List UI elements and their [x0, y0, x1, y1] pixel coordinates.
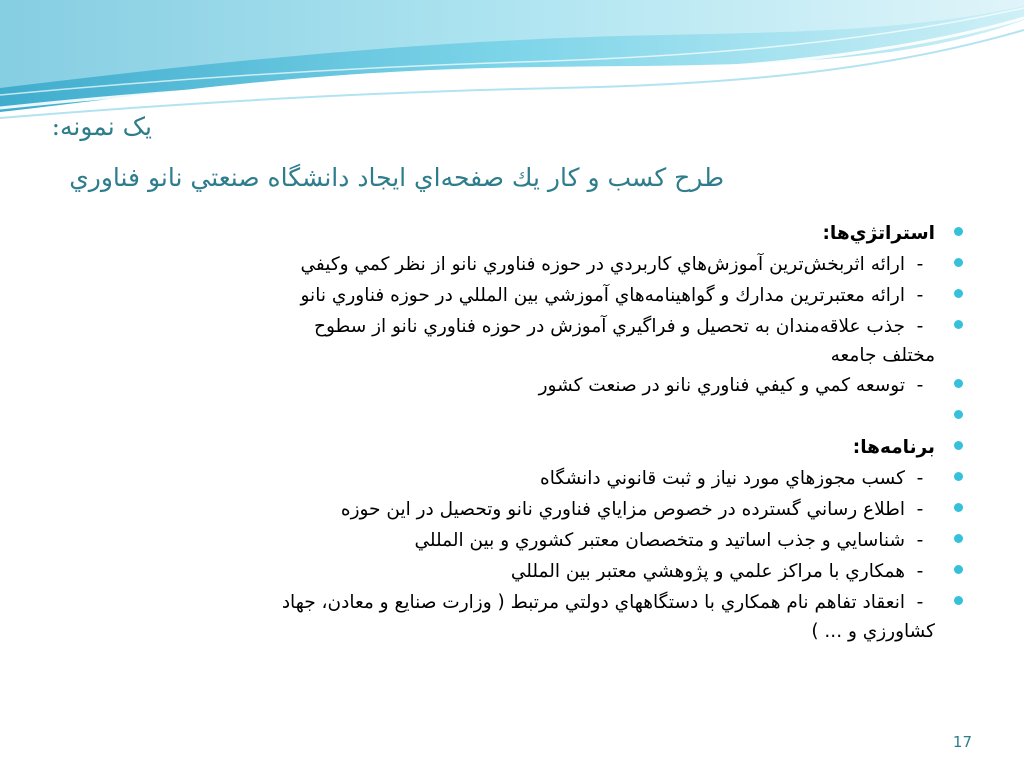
- bullet-icon: [954, 379, 963, 388]
- bullet-icon: [954, 258, 963, 267]
- list-item: [80, 280, 935, 311]
- list-item: [80, 494, 935, 525]
- bullet-icon: [954, 565, 963, 574]
- dash-marker: -: [916, 468, 924, 489]
- list-item: [80, 463, 935, 494]
- list-item-text-continued: مختلف جامعه: [830, 345, 935, 366]
- section-heading-text: استراتژي‌ها:: [822, 223, 935, 244]
- section-heading-programs: [80, 432, 935, 463]
- list-item-text: شناسايي و جذب اساتيد و متخصصان معتبر كشوري و بين المللي: [414, 530, 905, 551]
- bullet-icon: [954, 410, 963, 419]
- dash-marker: -: [916, 375, 924, 396]
- section-heading-strategies: [80, 218, 935, 249]
- header-wave-decoration: [0, 0, 1024, 130]
- dash-marker: -: [916, 316, 924, 337]
- list-item-text: انعقاد تفاهم نام همكاري با دستگاههاي دولتي مرتبط ( وزارت صنايع و معادن، جهاد: [281, 592, 905, 613]
- list-item-text: همكاري با مراكز علمي و پژوهشي معتبر بين المللي: [510, 561, 905, 582]
- slide-title-line2: طرح کسب و کار يك صفحه‌اي ايجاد دانشگاه صنعتي نانو فناوري: [69, 163, 724, 192]
- bullet-icon: [954, 289, 963, 298]
- bullet-icon: [954, 472, 963, 481]
- list-item: [80, 311, 935, 370]
- list-item: [80, 587, 935, 646]
- bullet-icon: [954, 320, 963, 329]
- bullet-icon: [954, 596, 963, 605]
- list-item-text: ارائه اثربخش‌ترين آموزش‌هاي كاربردي در حوزه فناوري نانو از نظر كمي وكيفي: [300, 254, 905, 275]
- list-item: [80, 556, 935, 587]
- section-heading-text: برنامه‌ها:: [852, 437, 935, 458]
- empty-list-item: [80, 401, 935, 432]
- dash-marker: -: [916, 530, 924, 551]
- dash-marker: -: [916, 254, 924, 275]
- bullet-icon: [954, 227, 963, 236]
- list-item-text: توسعه كمي و كيفي فناوري نانو در صنعت كشور: [538, 375, 905, 396]
- list-item: [80, 370, 935, 401]
- list-item-text: اطلاع رساني گسترده در خصوص مزاياي فناوري نانو وتحصيل در اين حوزه: [340, 499, 905, 520]
- bullet-icon: [954, 534, 963, 543]
- list-item: [80, 525, 935, 556]
- list-item-text: جذب علاقه‌مندان به تحصيل و فراگيري آموزش در حوزه فناوري نانو از سطوح: [314, 316, 905, 337]
- bullet-icon: [954, 441, 963, 450]
- dash-marker: -: [916, 499, 924, 520]
- list-item-text: ارائه معتبرترين مدارك و گواهينامه‌هاي آموزشي بين المللي در حوزه فناوري نانو: [300, 285, 905, 306]
- bullet-icon: [954, 503, 963, 512]
- page-number: 17: [952, 733, 972, 751]
- slide-title-line1: یک نمونه:: [51, 112, 152, 141]
- list-item-text-continued: كشاورزي و ... ): [811, 621, 935, 642]
- dash-marker: -: [916, 285, 924, 306]
- dash-marker: -: [916, 561, 924, 582]
- list-item: [80, 249, 935, 280]
- slide-body: [80, 218, 935, 646]
- dash-marker: -: [916, 592, 924, 613]
- list-item-text: كسب مجوزهاي مورد نياز و ثبت قانوني دانشگاه: [540, 468, 905, 489]
